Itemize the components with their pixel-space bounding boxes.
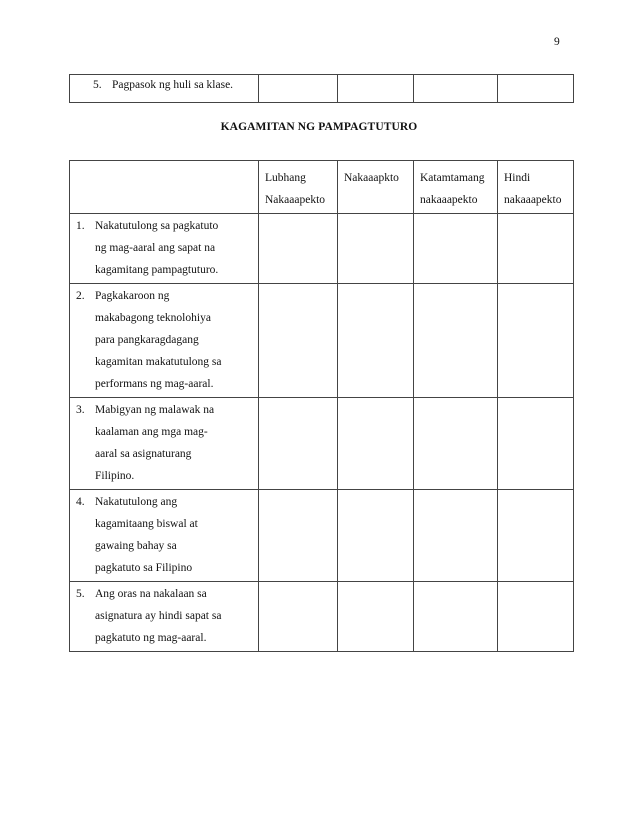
- rating-cell[interactable]: [414, 284, 498, 398]
- item-text-line: makabagong teknolohiya: [95, 312, 211, 324]
- item-text-line: pagkatuto sa Filipino: [95, 562, 193, 574]
- item-text-line: pagkatuto ng mag-aaral.: [95, 632, 207, 644]
- rating-cell[interactable]: [259, 490, 338, 582]
- table-row: [70, 490, 574, 582]
- column-header-line: Hindi: [504, 172, 531, 184]
- section-title: KAGAMITAN NG PAMPAGTUTURO: [220, 121, 418, 133]
- rating-cell[interactable]: [259, 214, 338, 284]
- item-text-line: ng mag-aaral ang sapat na: [95, 242, 216, 254]
- table-row: [70, 398, 574, 490]
- item-text-line: gawaing bahay sa: [95, 540, 177, 552]
- rating-cell[interactable]: [338, 284, 414, 398]
- item-number: 5.: [76, 588, 85, 600]
- rating-cell[interactable]: [259, 284, 338, 398]
- item-number: 4.: [76, 496, 85, 508]
- item-text-line: Nakatutulong sa pagkatuto: [95, 220, 219, 232]
- column-header-line: Katamtamang: [420, 172, 485, 184]
- rating-table: [69, 160, 574, 652]
- page-number: 9: [554, 36, 560, 48]
- table-row: [70, 75, 574, 103]
- rating-cell[interactable]: [259, 582, 338, 652]
- rating-cell[interactable]: [498, 214, 574, 284]
- item-text-line: Pagkakaroon ng: [95, 290, 170, 302]
- statement-cell: [70, 398, 259, 490]
- item-text: [95, 285, 256, 395]
- rating-cell[interactable]: [338, 582, 414, 652]
- column-header: [338, 161, 414, 214]
- rating-cell[interactable]: [414, 582, 498, 652]
- item-text-line: Filipino.: [95, 470, 135, 482]
- rating-cell[interactable]: [498, 398, 574, 490]
- item-text: [95, 583, 256, 649]
- rating-cell[interactable]: [414, 398, 498, 490]
- table-row: [70, 284, 574, 398]
- column-header-line: Nakaaapekto: [265, 194, 326, 206]
- rating-cell[interactable]: [498, 490, 574, 582]
- column-header: [498, 161, 574, 214]
- item-text: [95, 491, 256, 579]
- item-text: Pagpasok ng huli sa klase.: [112, 79, 234, 91]
- rating-cell[interactable]: [338, 490, 414, 582]
- item-text-line: kaalaman ang mga mag-: [95, 426, 208, 438]
- rating-cell[interactable]: [414, 75, 498, 103]
- item-number: 2.: [76, 290, 85, 302]
- previous-section-table: [69, 74, 574, 103]
- item-text: [95, 215, 256, 281]
- column-header-line: nakaaapekto: [504, 194, 562, 206]
- item-text-line: aaral sa asignaturang: [95, 448, 192, 460]
- item-text-line: kagamitaang biswal at: [95, 518, 198, 530]
- column-header-line: Lubhang: [265, 172, 306, 184]
- item-text-line: para pangkaragdagang: [95, 334, 199, 346]
- item-text-line: kagamitan makatutulong sa: [95, 356, 222, 368]
- statement-cell: [70, 490, 259, 582]
- rating-cell[interactable]: [414, 214, 498, 284]
- item-text-line: Mabigyan ng malawak na: [95, 404, 215, 416]
- rating-cell[interactable]: [259, 75, 338, 103]
- column-header-line: Nakaaapkto: [344, 172, 399, 184]
- column-header-line: nakaaapekto: [420, 194, 478, 206]
- item-number: 5.: [93, 79, 102, 91]
- column-header: [414, 161, 498, 214]
- rating-cell[interactable]: [338, 214, 414, 284]
- item-text-line: asignatura ay hindi sapat sa: [95, 610, 222, 622]
- statement-cell: [70, 284, 259, 398]
- item-text-line: kagamitang pampagtuturo.: [95, 264, 219, 276]
- table-row: [70, 214, 574, 284]
- statement-cell: [70, 582, 259, 652]
- rating-cell[interactable]: [259, 398, 338, 490]
- rating-cell[interactable]: [498, 75, 574, 103]
- header-row: [70, 161, 574, 214]
- statement-cell: [70, 75, 259, 103]
- rating-cell[interactable]: [338, 75, 414, 103]
- item-text-line: performans ng mag-aaral.: [95, 378, 214, 390]
- item-text-line: Ang oras na nakalaan sa: [95, 588, 207, 600]
- rating-cell[interactable]: [498, 582, 574, 652]
- item-number: 1.: [76, 220, 85, 232]
- statement-cell: [70, 214, 259, 284]
- header-blank-cell: [70, 161, 259, 214]
- rating-cell[interactable]: [414, 490, 498, 582]
- table-row: [70, 582, 574, 652]
- item-text: [95, 399, 256, 487]
- rating-cell[interactable]: [338, 398, 414, 490]
- rating-cell[interactable]: [498, 284, 574, 398]
- column-header: [259, 161, 338, 214]
- item-number: 3.: [76, 404, 85, 416]
- item-text-line: Nakatutulong ang: [95, 496, 178, 508]
